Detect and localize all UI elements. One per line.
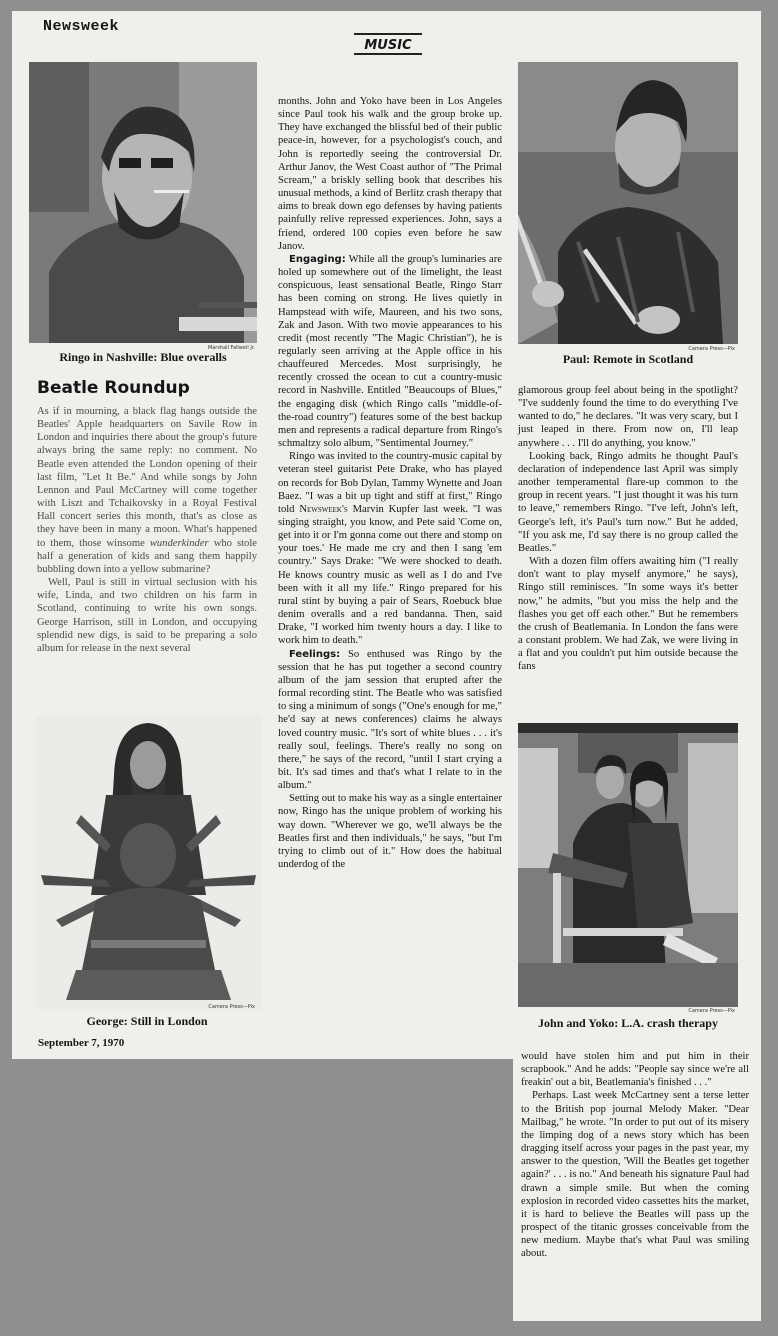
ringo-photo-caption: Ringo in Nashville: Blue overalls	[59, 350, 227, 364]
ringo-photo-credit: Marshall Fallwell Jr.	[207, 345, 255, 351]
john-yoko-photo	[518, 723, 738, 1007]
george-photo-caption: George: Still in London	[86, 1014, 208, 1028]
column-1: As if in mourning, a black flag hangs outside the Beatles' Apple headquarters on Savile Row in London and inquiries there about the group's future always bring the same reply: no comment. No Beatle even attended the London opening of their last film, "Let It Be." And while songs by John Lennon and Paul McCartney will come together with Liszt and Tchaikovsky in a Royal Festival Hall concert series this month, that's as close as they have been in many a moon. What's happened to them, those winsome wunderkinder who stole half a generation of kids and sang them happily bubbling down into a yellow submarine? Well, Paul is still in virtual seclusion with his wife, Linda, and two children on his farm in Scotland, continuing to write his own songs. George Harrison, still in London, and occupying splendid new digs, is said to be preparing a solo album for release in the next several	[37, 406, 257, 654]
issue-date: September 7, 1970	[38, 1037, 125, 1049]
john-yoko-photo-caption: John and Yoko: L.A. crash therapy	[538, 1016, 718, 1030]
column-2: months. John and Yoko have been in Los Angeles since Paul took his walk and the group broke up. They have exchanged the blissful bed of their public peace-in, however, for a psychologist's couch, and John is reportedly seeing the controversial Dr. Arthur Janov, the West Coast author of "The Primal Scream," a briskly selling book that describes his unusual methods, a kind of Berlitz crash therapy that aims to break down ego defenses by having patients painfully relive repressed experiences. John, says a friend, ordered 100 copies even before he saw Janov. Engaging: While all the group's luminaries are holed up somewhere out of the limelight, the least conspicuous, least sensational Beatle, Ringo Starr has been coming on strong. He lives quietly in Hampstead with wife, Maureen, and his two sons, Zak and Jason. With two movie appearances to his credit (most recently "The Magic Christian"), he is regularly seen arriving at the Apple office in his chauffeured Mercedes. Most surprisingly, he recently crossed the ocean to cut a country-music record in Nashville. Entitled "Beaucoups of Blues," the engaging disk (which Ringo calls "middle-of-the-road country") features some of the best backup men and represents a radical departure from Ringo's schmaltzy solo album, "Sentimental Journey." Ringo was invited to the country-music capital by veteran steel guitarist Pete Drake, who has played on records for Bob Dylan, Tammy Wynette and Joan Baez. "I was a bit up tight and stiff at first," Ringo told Newsweek's Marvin Kupfer last week. "I was singing straight, you know, and Pete said 'Come on, get into it or I'm gonna come out there and stomp on your toes.' He made me cry and then I sang 'em country." Says Drake: "We were shocked to death. He knows country music as well as I do and I've been with it all my life." Ringo prepared for his rural stint by buying a pair of Sears, Roebuck blue denim overalls and a red bandanna. Then, said Drake, "I worked him twenty hours a day. I like to work him to death." Feelings: So enthused was Ringo by the session that he has put together a second country album of the jam session that erupted after the formal recording stint. The Beatle who was satisfied to sing a minimum of songs ("One's enough for me," he'd say at news conferences) claims he always loved country music. "It's sort of white blues . . . it's really soul, feelings. There's really no song on there," he says of the record, "until I start crying a bit. It's sad times and that's what I relate to in the album." Setting out to make his way as a single entertainer now, Ringo has the unique problem of working his way down. "Wherever we go, we'll always be the Beatles first and then individuals," he says, "but I'm trying to climb out of it." How does the habitual underdog of the	[278, 96, 502, 871]
ringo-photo	[29, 62, 257, 343]
george-photo	[36, 715, 262, 1010]
section-label: MUSIC	[354, 33, 422, 55]
continuation-column: would have stolen him and put him in their scrapbook." And he adds: "People say since we're all freakin' out a bit, Beatlemania's finished . . ." Perhaps. Last week McCartney sent a terse letter to the British pop journal Melody Maker. "Dear Mailbag," he wrote. "In order to put out of its misery the limping dog of a news story which has been dragging itself across your pages in the past year, my answer to the question, 'Will the Beatles get together again?' . . . is no." And beneath his signature Paul had drawn a simple smile. But when the coming explosion in recorded video cassettes hits the market, it is hard to believe the Beatles will pass up the prospect of the titanic grosses conceivable from the new medium. Maybe that's what Paul was smiling about.	[521, 1051, 749, 1260]
paul-photo	[518, 62, 738, 344]
paul-photo-credit: Camera Press—Pix	[688, 346, 735, 352]
masthead: Newsweek	[43, 18, 120, 35]
column-3: glamorous group feel about being in the spotlight? "I've suddenly found the time to do everything I've wanted to do," he declares. "It was very scary, but I just leaped in there. From now on, I'll leap anywhere . . . I'll do anything, you know." Looking back, Ringo admits he thought Paul's declaration of independence last April was simply another temperamental flare-up common to the group in recent years. "I just thought it was his turn to leave," remembers Ringo. "I've left, John's left, George's left, it's Paul's turn now." But he added, "If you ask me, I'd say there is no group called the Beatles." With a dozen film offers awaiting him ("I really don't want to play myself anymore," he says), Ringo still reminisces. "In some ways it's better now," he admits, "but you miss the help and the flashes you get off each other." But he remembers the crush of Beatlemania. In London the fans were a constant problem. We had Zak, we were living in a flat and you couldn't put him outside because the fans	[518, 385, 738, 673]
paul-photo-caption: Paul: Remote in Scotland	[562, 352, 694, 366]
john-yoko-photo-credit: Camera Press—Pix	[688, 1008, 735, 1014]
article-headline: Beatle Roundup	[37, 378, 190, 398]
george-photo-credit: Camera Press—Pix	[208, 1004, 255, 1010]
